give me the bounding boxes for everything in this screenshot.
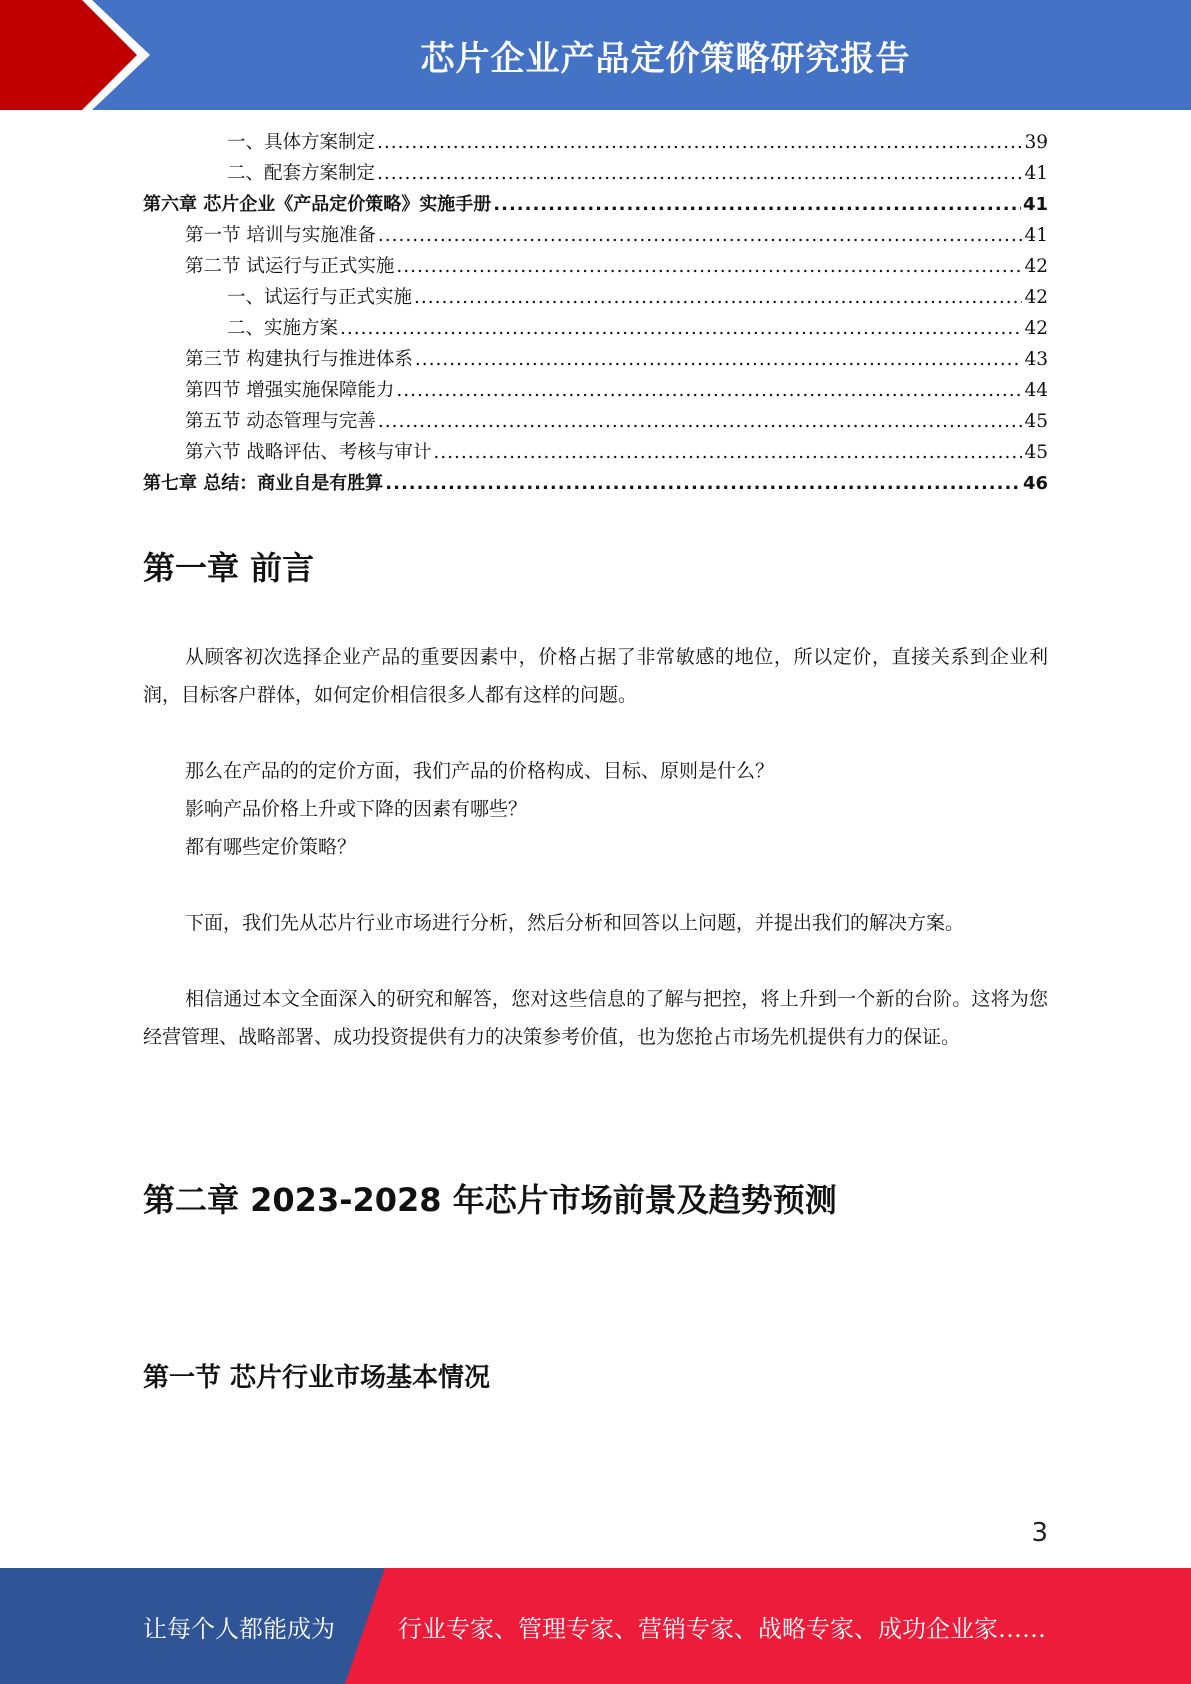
toc-item[interactable] (143, 344, 1048, 375)
report-title: 芯片企业产品定价策略研究报告 (420, 38, 911, 79)
toc-dot-leader (377, 158, 1022, 189)
footer-slogan-right: 行业专家、管理专家、营销专家、战略专家、成功企业家…… (398, 1614, 1046, 1643)
question-line: 那么在产品的的定价方面，我们产品的价格构成、目标、原则是什么？ (185, 760, 775, 782)
intro-paragraph: 从顾客初次选择企业产品的重要因素中，价格占据了非常敏感的地位，所以定价，直接关系到企业利润，目标客户群体，如何定价相信很多人都有这样的问题。 (143, 646, 1048, 706)
footer-slogan-left: 让每个人都能成为 (143, 1614, 335, 1643)
toc-item-page: 45 (1024, 411, 1048, 432)
toc-item-page: 43 (1024, 349, 1048, 370)
toc-dot-leader (414, 282, 1022, 313)
toc-item[interactable] (143, 127, 1048, 158)
toc-dot-leader (493, 189, 1021, 220)
toc-item-page: 44 (1024, 380, 1048, 401)
toc-item[interactable] (143, 220, 1048, 251)
toc-dot-leader (415, 344, 1023, 375)
page-header (0, 0, 1191, 110)
toc-item-page: 42 (1024, 256, 1048, 277)
page-footer (0, 1568, 1191, 1684)
red-chevron-icon (0, 0, 160, 110)
toc-item-label: 第五节 动态管理与完善 (185, 411, 376, 432)
question-line: 都有哪些定价策略？ (185, 836, 357, 858)
toc-item-label: 第四节 增强实施保障能力 (185, 380, 395, 401)
toc-item-label: 第三节 构建执行与推进体系 (185, 349, 413, 370)
section-1-heading: 第一节 芯片行业市场基本情况 (143, 1363, 491, 1393)
next-step-paragraph: 下面，我们先从芯片行业市场进行分析，然后分析和回答以上问题，并提出我们的解决方案。 (185, 912, 965, 934)
toc-item-page: 41 (1024, 163, 1048, 184)
toc-item-page: 39 (1024, 132, 1048, 153)
toc-item-page: 45 (1024, 442, 1048, 463)
toc-dot-leader (378, 406, 1023, 437)
toc-dot-leader (433, 437, 1022, 468)
toc-item-label: 第一节 培训与实施准备 (185, 225, 376, 246)
toc-item-label: 一、具体方案制定 (227, 132, 376, 153)
toc-item-page: 46 (1022, 473, 1048, 494)
chapter-2-heading: 第二章 2023-2028 年芯片市场前景及趋势预测 (143, 1181, 837, 1219)
table-of-contents (143, 127, 1048, 499)
toc-item-label: 一、试运行与正式实施 (227, 287, 413, 308)
toc-item[interactable] (143, 251, 1048, 282)
toc-item[interactable] (143, 158, 1048, 189)
toc-item-page: 41 (1024, 225, 1048, 246)
toc-item-label: 二、配套方案制定 (227, 163, 376, 184)
toc-item[interactable] (143, 375, 1048, 406)
toc-dot-leader (377, 127, 1022, 158)
toc-dot-leader (378, 220, 1023, 251)
page-number: 3 (1031, 1518, 1048, 1548)
toc-item[interactable] (143, 313, 1048, 344)
toc-chapter-item[interactable] (143, 468, 1048, 499)
toc-item-page: 42 (1024, 318, 1048, 339)
toc-item-page: 42 (1024, 287, 1048, 308)
toc-dot-leader (340, 313, 1022, 344)
question-line: 影响产品价格上升或下降的因素有哪些？ (185, 798, 528, 820)
toc-item[interactable] (143, 406, 1048, 437)
closing-paragraph: 相信通过本文全面深入的研究和解答，您对这些信息的了解与把控，将上升到一个新的台阶。这将为您经营管理、战略部署、成功投资提供有力的决策参考价值，也为您抢占市场先机提供有力的保证。 (143, 988, 1048, 1048)
toc-item-label: 二、实施方案 (227, 318, 339, 339)
toc-item-label: 第六节 战略评估、考核与审计 (185, 442, 432, 463)
toc-dot-leader (396, 375, 1022, 406)
toc-dot-leader (385, 468, 1021, 499)
toc-item-page: 41 (1022, 194, 1048, 215)
chapter-1-heading: 第一章 前言 (143, 549, 315, 587)
toc-item[interactable] (143, 282, 1048, 313)
toc-item-label: 第七章 总结：商业自是有胜算 (143, 473, 384, 494)
toc-item-label: 第二节 试运行与正式实施 (185, 256, 395, 277)
toc-item-label: 第六章 芯片企业《产品定价策略》实施手册 (143, 194, 492, 215)
toc-chapter-item[interactable] (143, 189, 1048, 220)
toc-dot-leader (396, 251, 1022, 282)
toc-item[interactable] (143, 437, 1048, 468)
